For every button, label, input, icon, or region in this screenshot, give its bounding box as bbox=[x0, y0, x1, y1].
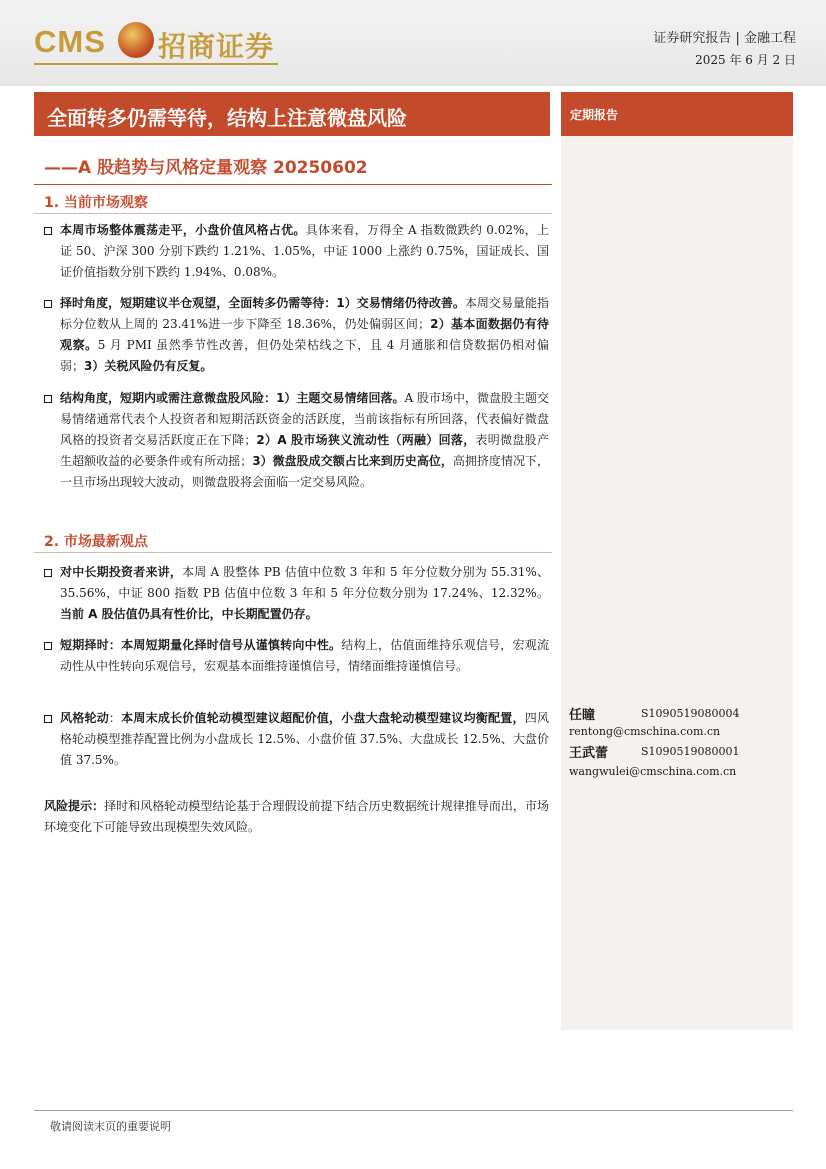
bullet-square-icon bbox=[44, 395, 52, 403]
bullet-item bbox=[44, 708, 549, 771]
logo-underline bbox=[34, 63, 278, 65]
title-bar bbox=[34, 92, 550, 136]
risk-label: 风险提示： bbox=[44, 799, 105, 813]
bullet-text: 5 月 PMI 虽然季节性改善，但仍处荣枯线之下，且 4 月通胀和信贷数据仍相对偏弱； bbox=[60, 338, 549, 373]
report-type: 证券研究报告 | 金融工程 bbox=[653, 31, 796, 46]
footer-divider bbox=[34, 1110, 793, 1111]
bullet-text: 结构上，估值面维持乐观信号，宏观流动性从中性转向乐观信号，宏观基本面维持谨慎信号，情绪面维持谨慎信号。 bbox=[60, 638, 549, 673]
bullet-text: A 股市场中，微盘股主题交易情绪通常代表个人投资者和短期活跃资金的活跃度，当前该指标有所回落，代表偏好微盘风格的投资者交易活跃度正在下降； bbox=[60, 391, 549, 447]
side-panel-header bbox=[561, 92, 793, 136]
bullet-bold: 2）基本面数据仍有待观察。 bbox=[60, 317, 549, 352]
logo-emblem-icon bbox=[118, 22, 154, 58]
bullet-square-icon bbox=[44, 227, 52, 235]
bullet-bold: 风格轮动 bbox=[60, 711, 109, 725]
bullet-bold: 短期择时：本周短期量化择时信号从谨慎转向中性。 bbox=[60, 638, 342, 652]
bullet-text: 四风格轮动模型推荐配置比例为小盘成长 12.5%、小盘价值 37.5%、大盘成长 12.5%、大盘价值 37.5%。 bbox=[60, 711, 549, 767]
side-label: 定期报告 bbox=[570, 108, 619, 122]
analyst-email[interactable]: wangwulei@cmschina.com.cn bbox=[569, 765, 737, 778]
analyst-name: 任瞳 bbox=[569, 708, 596, 723]
section-divider-2 bbox=[34, 552, 552, 553]
bullet-square-icon bbox=[44, 642, 52, 650]
subtitle-divider bbox=[34, 184, 552, 185]
bullet-bold: 本周市场整体震荡走平，小盘价值风格占优。 bbox=[60, 223, 306, 237]
footer-note: 敬请阅读末页的重要说明 bbox=[50, 1120, 171, 1133]
analyst-email[interactable]: rentong@cmschina.com.cn bbox=[569, 725, 721, 738]
report-title: 全面转多仍需等待，结构上注意微盘风险 bbox=[47, 106, 407, 130]
analyst-name: 王武蕾 bbox=[569, 746, 609, 761]
bullet-item bbox=[44, 388, 549, 493]
bullet-item bbox=[44, 562, 549, 625]
bullet-bold: 3）微盘股成交额占比来到历史高位， bbox=[252, 454, 453, 468]
bullet-item bbox=[44, 220, 549, 283]
bullet-text: ： bbox=[108, 711, 122, 725]
analyst-id: S1090519080001 bbox=[641, 745, 740, 758]
bullet-bold: 本周末成长价值轮动模型建议超配价值，小盘大盘轮动模型建议均衡配置， bbox=[121, 711, 525, 725]
bullet-bold: 当前 A 股估值仍具有性价比，中长期配置仍存。 bbox=[60, 607, 318, 621]
bullet-square-icon bbox=[44, 569, 52, 577]
bullet-text: 本周 A 股整体 PB 估值中位数 3 年和 5 年分位数分别为 55.31%、35.56%，中证 800 指数 PB 估值中位数 3 年和 5 年分位数分别为 17.24%、12.32%。 bbox=[60, 565, 549, 600]
risk-text: 择时和风格轮动模型结论基于合理假设前提下结合历史数据统计规律推导而出，市场环境变化下可能导致出现模型失效风险。 bbox=[44, 799, 549, 834]
section-heading-1: 1. 当前市场观察 bbox=[44, 195, 148, 211]
logo-text-en: CMS bbox=[34, 24, 106, 59]
bullet-text: 本周交易量能指标分位数从上周的 23.41%进一步下降至 18.36%，仍处偏弱区间； bbox=[60, 296, 549, 331]
bullet-square-icon bbox=[44, 300, 52, 308]
bullet-item bbox=[44, 635, 549, 677]
bullet-text: 高拥挤度情况下，一旦市场出现较大波动，则微盘股将会面临一定交易风险。 bbox=[60, 454, 549, 489]
side-panel bbox=[561, 92, 793, 1030]
report-subtitle: ——A 股趋势与风格定量观察 20250602 bbox=[44, 158, 368, 178]
bullet-text: 具体来看，万得全 A 指数微跌约 0.02%，上证 50、沪深 300 分别下跌约 1.21%、1.05%，中证 1000 上涨约 0.75%，国证成长、国证价值指数分别下跌约 1.94%、0.08%。 bbox=[60, 223, 549, 279]
risk-warning bbox=[44, 796, 549, 838]
logo-text-cn: 招商证券 bbox=[158, 30, 275, 63]
bullet-text: 表明微盘股产生超额收益的必要条件或有所动摇； bbox=[60, 433, 549, 468]
bullet-bold: 3）关税风险仍有反复。 bbox=[84, 359, 213, 373]
analyst-id: S1090519080004 bbox=[641, 707, 740, 720]
report-date: 2025 年 6 月 2 日 bbox=[695, 53, 796, 67]
section-heading-2: 2. 市场最新观点 bbox=[44, 534, 148, 550]
bullet-square-icon bbox=[44, 715, 52, 723]
bullet-item bbox=[44, 293, 549, 377]
bullet-bold: 对中长期投资者来讲， bbox=[60, 565, 183, 579]
bullet-bold: 2）A 股市场狭义流动性（两融）回落， bbox=[256, 433, 476, 447]
bullet-bold: 择时角度，短期建议半仓观望，全面转多仍需等待：1）交易情绪仍待改善。 bbox=[60, 296, 465, 310]
section-divider-1 bbox=[34, 213, 552, 214]
bullet-bold: 结构角度，短期内或需注意微盘股风险：1）主题交易情绪回落。 bbox=[60, 391, 405, 405]
